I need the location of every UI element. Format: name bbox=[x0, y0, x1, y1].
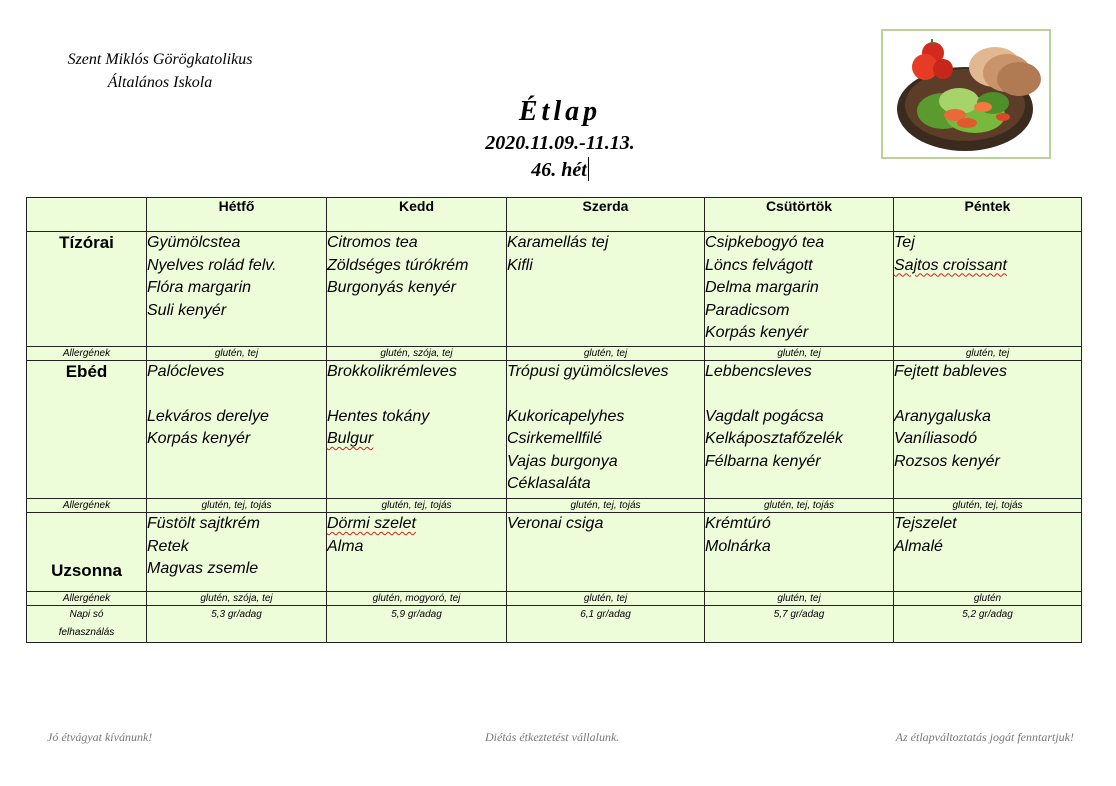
allergen-row bbox=[27, 592, 1082, 606]
meal-cell bbox=[894, 361, 1082, 499]
meal-cell bbox=[507, 361, 705, 499]
meal-row-ebed bbox=[27, 361, 1082, 499]
meal-label-ebed: Ebéd bbox=[27, 361, 147, 499]
text-cursor bbox=[588, 157, 589, 181]
meal-cell bbox=[327, 513, 507, 592]
date-range: 2020.11.09.-11.13. bbox=[485, 132, 635, 154]
menu-item: Csipkebogyó tea bbox=[705, 234, 825, 251]
meal-cell bbox=[705, 513, 894, 592]
menu-table bbox=[26, 197, 1082, 643]
meal-cell bbox=[147, 513, 327, 592]
menu-item: Nyelves rolád felv. bbox=[147, 256, 277, 274]
allergen-cell: glutén, tej, tojás bbox=[327, 499, 507, 513]
menu-item: Kelkáposztafőzelék bbox=[705, 430, 843, 448]
menu-item: Veronai csiga bbox=[507, 515, 604, 532]
menu-item bbox=[894, 255, 1081, 278]
menu-item: Molnárka bbox=[705, 537, 771, 555]
salt-cell: 6,1 gr/adag bbox=[507, 606, 705, 643]
menu-item: Tejszelet bbox=[894, 515, 957, 532]
allergen-cell: glutén, tej bbox=[507, 347, 705, 361]
menu-item: Lebbencsleves bbox=[705, 363, 812, 380]
menu-item: Füstölt sajtkrém bbox=[147, 515, 260, 532]
menu-item: Hentes tokány bbox=[327, 407, 430, 425]
menu-item: Vagdalt pogácsa bbox=[705, 407, 824, 425]
menu-item: Félbarna kenyér bbox=[705, 452, 821, 470]
menu-item: Zöldséges túrókrém bbox=[327, 256, 469, 274]
day-header-monday: Hétfő bbox=[147, 198, 327, 232]
menu-item: Flóra margarin bbox=[147, 279, 252, 297]
menu-item: Magvas zsemle bbox=[147, 560, 259, 578]
menu-item: Löncs felvágott bbox=[705, 256, 813, 274]
menu-item: Korpás kenyér bbox=[705, 324, 809, 342]
meal-cell bbox=[705, 232, 894, 347]
menu-item: Kifli bbox=[507, 256, 533, 274]
meal-row-tizorai bbox=[27, 232, 1082, 347]
salt-row bbox=[27, 606, 1082, 643]
menu-item: Gyümölcstea bbox=[147, 234, 241, 251]
spacer bbox=[705, 384, 893, 406]
food-photo bbox=[881, 29, 1051, 159]
menu-item: Rozsos kenyér bbox=[894, 452, 1000, 470]
menu-item: Lekváros derelye bbox=[147, 407, 269, 425]
allergen-cell: glutén, tej, tojás bbox=[705, 499, 894, 513]
menu-item: Vajas burgonya bbox=[507, 452, 618, 470]
menu-item: Csirkemellfilé bbox=[507, 430, 603, 448]
salt-label-line2: felhasználás bbox=[58, 627, 115, 638]
day-header-tuesday: Kedd bbox=[327, 198, 507, 232]
menu-item: Céklasaláta bbox=[507, 475, 591, 493]
meal-cell bbox=[894, 232, 1082, 347]
menu-item: Kukoricapelyhes bbox=[507, 407, 625, 425]
header-row bbox=[27, 198, 1082, 232]
allergen-cell: glutén, tej, tojás bbox=[894, 499, 1082, 513]
menu-item: Tej bbox=[894, 234, 915, 251]
meal-cell bbox=[507, 232, 705, 347]
meal-cell bbox=[147, 232, 327, 347]
allergen-cell: glutén, tej bbox=[705, 592, 894, 606]
allergen-cell: glutén, szója, tej bbox=[147, 592, 327, 606]
week-number-text: 46. hét bbox=[531, 159, 587, 181]
allergen-label: Allergének bbox=[27, 499, 147, 513]
footer-left: Jó étvágyat kívánunk! bbox=[47, 730, 153, 744]
menu-item: Paradicsom bbox=[705, 301, 790, 319]
allergen-cell: glutén, tej, tojás bbox=[147, 499, 327, 513]
salt-cell: 5,9 gr/adag bbox=[327, 606, 507, 643]
meal-cell bbox=[147, 361, 327, 499]
allergen-cell: glutén, szója, tej bbox=[327, 347, 507, 361]
menu-item: Aranygaluska bbox=[894, 407, 991, 425]
title-block bbox=[430, 94, 690, 183]
meal-label-tizorai: Tízórai bbox=[27, 232, 147, 347]
menu-item: Suli kenyér bbox=[147, 301, 227, 319]
school-name-line2: Általános Iskola bbox=[107, 74, 213, 91]
menu-item: Trópusi gyümölcsleves bbox=[507, 363, 669, 380]
salt-label bbox=[27, 606, 147, 643]
meal-cell bbox=[507, 513, 705, 592]
day-header-friday: Péntek bbox=[894, 198, 1082, 232]
footer-right: Az étlapváltoztatás jogát fenntartjuk! bbox=[895, 730, 1074, 744]
meal-label-uzsonna: Uzsonna bbox=[27, 513, 147, 592]
spacer bbox=[327, 384, 506, 406]
week-number bbox=[430, 157, 690, 183]
spellcheck-text: Sajtos croissant bbox=[894, 256, 1007, 274]
menu-item: Korpás kenyér bbox=[147, 430, 251, 448]
school-name-line1: Szent Miklós Görögkatolikus bbox=[67, 51, 253, 68]
menu-item: Karamellás tej bbox=[507, 234, 609, 251]
allergen-cell: glutén, tej, tojás bbox=[507, 499, 705, 513]
meal-cell bbox=[327, 361, 507, 499]
spacer bbox=[894, 384, 1081, 406]
food-photo-icon bbox=[883, 31, 1049, 157]
menu-item: Almalé bbox=[894, 537, 943, 555]
spacer bbox=[147, 384, 326, 406]
allergen-cell: glutén bbox=[894, 592, 1082, 606]
header-corner-cell bbox=[27, 198, 147, 232]
menu-item: Burgonyás kenyér bbox=[327, 279, 456, 297]
school-name bbox=[40, 48, 280, 94]
menu-item: Citromos tea bbox=[327, 234, 418, 251]
spacer bbox=[507, 384, 704, 406]
menu-item: Alma bbox=[327, 537, 364, 555]
meal-cell bbox=[894, 513, 1082, 592]
salt-cell: 5,7 gr/adag bbox=[705, 606, 894, 643]
salt-cell: 5,2 gr/adag bbox=[894, 606, 1082, 643]
salt-label-line1: Napi só bbox=[69, 609, 104, 620]
allergen-cell: glutén, tej bbox=[705, 347, 894, 361]
menu-item: Palócleves bbox=[147, 363, 225, 380]
menu-item: Fejtett bableves bbox=[894, 363, 1007, 380]
menu-item: Retek bbox=[147, 537, 189, 555]
page-title: Étlap bbox=[518, 96, 602, 127]
spellcheck-text: Bulgur bbox=[327, 430, 374, 448]
allergen-cell: glutén, mogyoró, tej bbox=[327, 592, 507, 606]
spellcheck-text: Dörmi szelet bbox=[327, 515, 416, 532]
allergen-row bbox=[27, 499, 1082, 513]
allergen-row bbox=[27, 347, 1082, 361]
menu-item: Brokkolikrémleves bbox=[327, 363, 457, 380]
menu-item bbox=[327, 428, 506, 451]
menu-item: Krémtúró bbox=[705, 515, 771, 532]
menu-item: Vaníliasodó bbox=[894, 430, 978, 448]
allergen-cell: glutén, tej bbox=[507, 592, 705, 606]
menu-item: Delma margarin bbox=[705, 279, 819, 297]
footer-center: Diétás étkeztetést vállalunk. bbox=[485, 730, 620, 744]
allergen-cell: glutén, tej bbox=[147, 347, 327, 361]
allergen-cell: glutén, tej bbox=[894, 347, 1082, 361]
day-header-thursday: Csütörtök bbox=[705, 198, 894, 232]
day-header-wednesday: Szerda bbox=[507, 198, 705, 232]
meal-row-uzsonna bbox=[27, 513, 1082, 592]
meal-cell bbox=[327, 232, 507, 347]
menu-item bbox=[327, 513, 506, 536]
salt-cell: 5,3 gr/adag bbox=[147, 606, 327, 643]
allergen-label: Allergének bbox=[27, 592, 147, 606]
allergen-label: Allergének bbox=[27, 347, 147, 361]
meal-cell bbox=[705, 361, 894, 499]
